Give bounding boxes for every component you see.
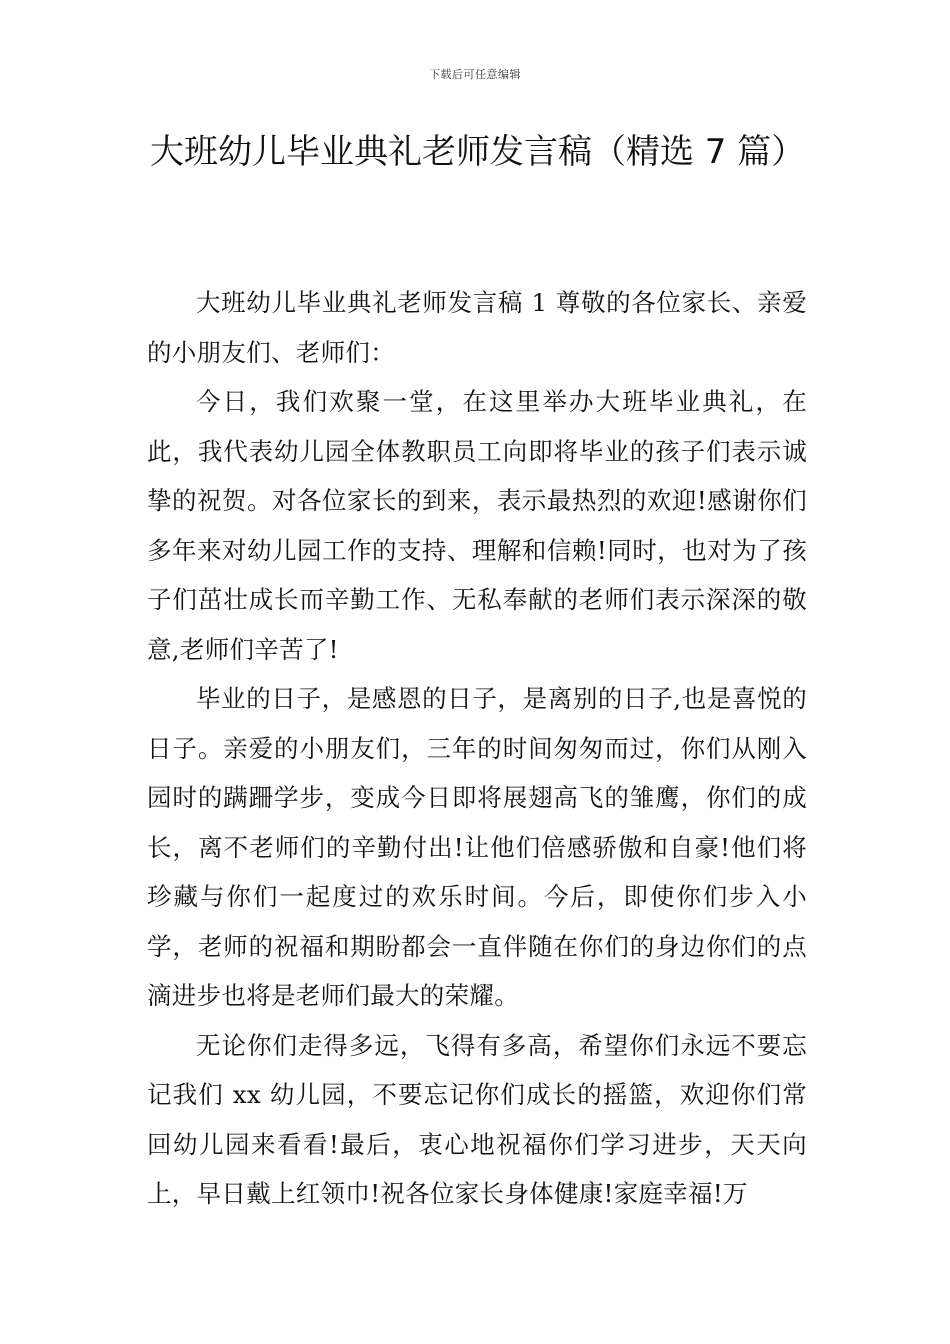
paragraph-3: 毕业的日子，是感恩的日子，是离别的日子,也是喜悦的日子。亲爱的小朋友们，三年的时间匆匆而过，你们从刚入园时的蹒跚学步，变成今日即将展翅高飞的雏鹰，你们的成长，离不老师们的辛勤付出!让他们倍感骄傲和自豪!他们将珍藏与你们一起度过的欢乐时间。今后，即使你们步入小学，老师的祝福和期盼都会一直伴随在你们的身边你们的点滴进步也将是老师们最大的荣耀。 [147,684,807,1010]
document-title: 大班幼儿毕业典礼老师发言稿（精选 7 篇） [150,132,806,172]
header-note: 下载后可任意编辑 [429,68,521,81]
paragraph-2: 今日，我们欢聚一堂，在这里举办大班毕业典礼，在此，我代表幼儿园全体教职员工向即将毕业的孩子们表示诚挚的祝贺。对各位家长的到来，表示最热烈的欢迎!感谢你们多年来对幼儿园工作的支持、理解和信赖!同时，也对为了孩子们茁壮成长而辛勤工作、无私奉献的老师们表示深深的敬意,老师们辛苦了! [147,387,807,664]
document-body [147,278,807,1219]
paragraph-1: 大班幼儿毕业典礼老师发言稿 1 尊敬的各位家长、亲爱的小朋友们、老师们： [147,288,807,367]
paragraph-4: 无论你们走得多远，飞得有多高，希望你们永远不要忘记我们 xx 幼儿园，不要忘记你们成长的摇篮，欢迎你们常回幼儿园来看看!最后，衷心地祝福你们学习进步，天天向上，早日戴上红领巾!祝各位家长身体健康!家庭幸福!万 [147,1030,807,1208]
